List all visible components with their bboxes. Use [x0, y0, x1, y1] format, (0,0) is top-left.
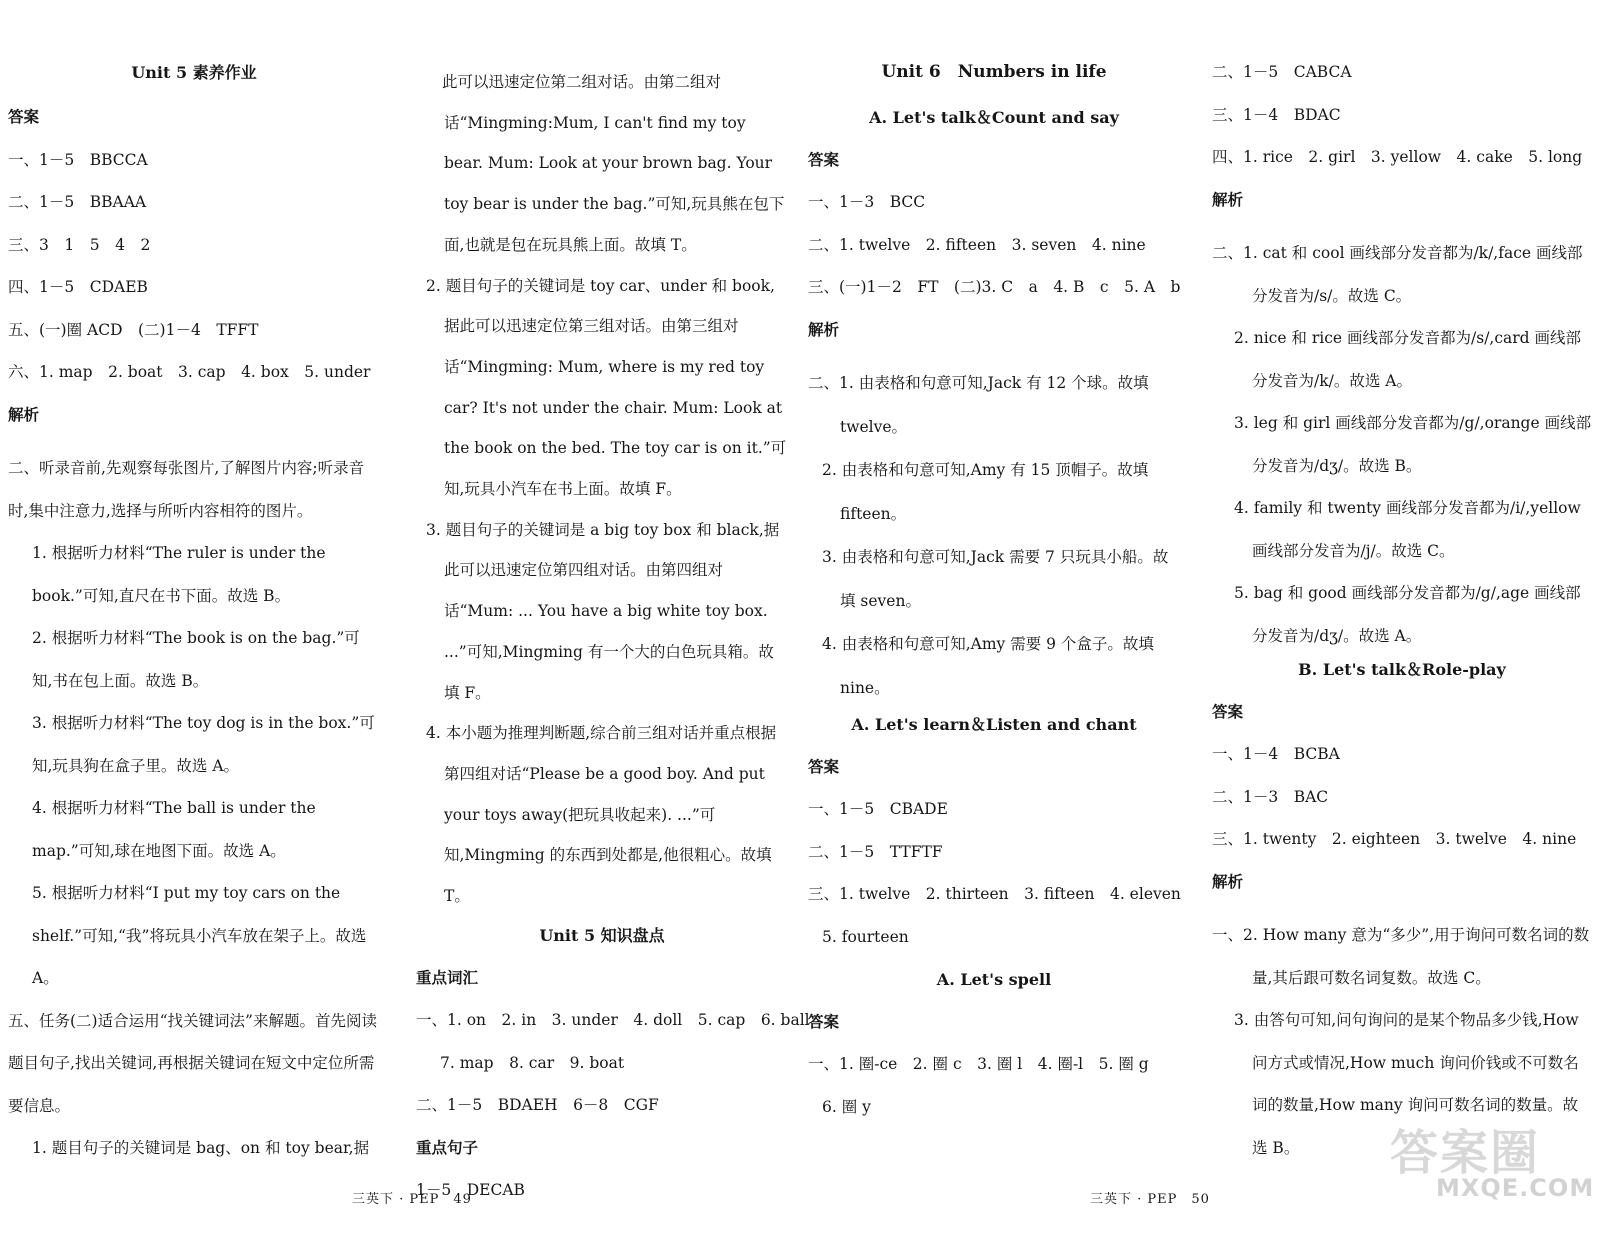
analysis-item: 2. nice 和 rice 画线部分发音都为/s/,card 画线部分发音为/k/。故选 A。: [1234, 329, 1582, 390]
page-footer-right: 三英下 · PEP 50: [1090, 1192, 1210, 1207]
analysis-paragraph: 此可以迅速定位第二组对话。由第二组对话“Mingming:Mum, I can't find my toy bear. Mum: Look at your brown bag. Your toy bear is under the bag.”可知,玩具熊在包下面,也就是包在玩具熊上面。故填 T。: [442, 73, 785, 254]
analysis-item: 3. 由表格和句意可知,Jack 需要 7 只玩具小船。故填 seven。: [822, 548, 1169, 610]
unit5-homework-title: Unit 5 素养作业: [131, 63, 257, 82]
section-title: A. Let's talk＆Count and say: [869, 108, 1119, 127]
analysis-item: 二、1. cat 和 cool 画线部分发音都为/k/,face 画线部分发音为/s/。故选 C。: [1212, 244, 1583, 305]
vocab-label: 重点词汇: [416, 968, 479, 987]
answer-line: 三、1－4 BDAC: [1212, 105, 1341, 124]
answer-line: 二、1. twelve 2. fifteen 3. seven 4. nine: [808, 235, 1146, 254]
answer-line: 一、1－5 BBCCA: [8, 150, 148, 169]
sentence-label: 重点句子: [416, 1138, 479, 1157]
column-2: [416, 62, 810, 1223]
unit6-title: Unit 6 Numbers in life: [881, 62, 1107, 82]
analysis-item: 4. family 和 twenty 画线部分发音都为/i/,yellow 画线部分发音为/j/。故选 C。: [1234, 499, 1581, 560]
analysis-item: 二、1. 由表格和句意可知,Jack 有 12 个球。故填 twelve。: [808, 374, 1149, 436]
analysis-item: 2. 由表格和句意可知,Amy 有 15 顶帽子。故填 fifteen。: [822, 461, 1149, 523]
answer-label: 答案: [808, 1012, 840, 1031]
watermark-text: 答案圈: [1390, 1125, 1541, 1181]
analysis-paragraph: 二、听录音前,先观察每张图片,了解图片内容;听录音时,集中注意力,选择与所听内容相符的图片。: [8, 459, 365, 520]
analysis-label: 解析: [1212, 190, 1244, 209]
analysis-item: 3. leg 和 girl 画线部分发音都为/g/,orange 画线部分发音为/dʒ/。故选 B。: [1234, 414, 1592, 475]
unit5-knowledge-title: Unit 5 知识盘点: [539, 925, 665, 945]
section-title: A. Let's spell: [936, 970, 1052, 989]
answer-line: 五、(一)圈 ACD (二)1－4 TFFT: [8, 320, 259, 339]
analysis-item: 一、2. How many 意为“多少”,用于询问可数名词的数量,其后跟可数名词复数。故选 C。: [1212, 926, 1590, 987]
answer-line: 三、(一)1－2 FT (二)3. C a 4. B c 5. A b: [808, 278, 1181, 296]
answer-label: 答案: [1212, 702, 1244, 721]
answer-line: 三、3 1 5 4 2: [8, 235, 151, 254]
analysis-item: 4. 由表格和句意可知,Amy 需要 9 个盒子。故填 nine。: [822, 635, 1154, 697]
analysis-item: 4. 本小题为推理判断题,综合前三组对话并重点根据第四组对话“Please be a good boy. And put your toys away(把玩具收起来). ...”可知,Mingming 的东西到处都是,他很粗心。故填 T。: [426, 724, 777, 906]
answer-line: 四、1－5 CDAEB: [8, 278, 148, 296]
answer-line: 一、1－3 BCC: [808, 193, 926, 211]
analysis-item: 1. 题目句子的关键词是 bag、on 和 toy bear,据: [32, 1139, 370, 1157]
answer-label: 答案: [8, 108, 40, 126]
answer-line: 一、1－4 BCBA: [1212, 745, 1340, 763]
analysis-label: 解析: [1212, 872, 1244, 891]
analysis-item: 1. 根据听力材料“The ruler is under the book.”可知,直尺在书下面。故选 B。: [32, 544, 326, 605]
answer-line: 一、1－5 CBADE: [808, 800, 948, 818]
answer-line: 一、1. 圈-ce 2. 圈 c 3. 圈 l 4. 圈-l 5. 圈 g: [808, 1055, 1149, 1073]
answer-line: 四、1. rice 2. girl 3. yellow 4. cake 5. long: [1212, 148, 1583, 166]
analysis-label: 解析: [808, 320, 840, 339]
vocab-line: 二、1－5 BDAEH 6－8 CGF: [416, 1096, 659, 1115]
column-1: [8, 62, 380, 1170]
section-title: B. Let's talk＆Role-play: [1298, 660, 1506, 679]
analysis-item: 2. 根据听力材料“The book is on the bag.”可知,书在包上面。故选 B。: [32, 629, 360, 690]
answer-line: 二、1－5 BBAAA: [8, 193, 147, 211]
analysis-item: 3. 由答句可知,问句询问的是某个物品多少钱,How 问方式或情况,How much 询问价钱或不可数名词的数量,How many 询问可数名词的数量。故选 B。: [1234, 1011, 1579, 1157]
column-3: [808, 62, 1180, 1139]
analysis-item: 5. bag 和 good 画线部分发音都为/g/,age 画线部分发音为/dʒ/。故选 A。: [1234, 584, 1581, 645]
answer-line: 三、1. twenty 2. eighteen 3. twelve 4. nine: [1212, 830, 1577, 848]
answer-line: 六、1. map 2. boat 3. cap 4. box 5. under: [8, 363, 371, 381]
watermark-logo: [1390, 1108, 1595, 1218]
answer-label: 答案: [808, 757, 840, 776]
analysis-label: 解析: [8, 405, 40, 424]
watermark-url: MXQE.COM: [1436, 1174, 1595, 1202]
analysis-paragraph: 五、任务(二)适合运用“找关键词法”来解题。首先阅读题目句子,找出关键词,再根据关键词在短文中定位所需要信息。: [8, 1011, 377, 1115]
answer-line: 二、1－3 BAC: [1212, 787, 1329, 806]
answer-line: 三、1. twelve 2. thirteen 3. fifteen 4. eleven: [808, 885, 1181, 903]
vocab-line: 一、1. on 2. in 3. under 4. doll 5. cap 6. ball: [416, 1011, 810, 1030]
analysis-item: 5. 根据听力材料“I put my toy cars on the shelf.”可知,“我”将玩具小汽车放在架子上。故选 A。: [32, 884, 367, 987]
vocab-line: 7. map 8. car 9. boat: [440, 1053, 625, 1072]
answer-line: 二、1－5 CABCA: [1212, 63, 1352, 81]
answer-line: 二、1－5 TTFTF: [808, 842, 943, 861]
answer-label: 答案: [808, 150, 840, 169]
analysis-item: 2. 题目句子的关键词是 toy car、under 和 book,据此可以迅速定位第三组对话。由第三组对话“Mingming: Mum, where is my red toy car? It's not under the chair. Mum: Look at the book on the bed. The toy car is on it.”可知,玩具小汽车在书上面。故填 F。: [426, 276, 787, 499]
analysis-item: 3. 根据听力材料“The toy dog is in the box.”可知,玩具狗在盒子里。故选 A。: [32, 714, 375, 775]
analysis-item: 4. 根据听力材料“The ball is under the map.”可知,球在地图下面。故选 A。: [32, 799, 316, 860]
page-footer-left: 三英下 · PEP 49: [352, 1192, 472, 1207]
section-title: A. Let's learn＆Listen and chant: [851, 715, 1137, 734]
answer-line: 6. 圈 y: [822, 1097, 871, 1116]
column-4: [1212, 62, 1592, 1169]
analysis-item: 3. 题目句子的关键词是 a big toy box 和 black,据此可以迅速定位第四组对话。由第四组对话“Mum: ... You have a big white toy box. ...”可知,Mingming 有一个大的白色玩具箱。故填 F。: [426, 520, 780, 702]
sentence-line: 1－5 DECAB: [416, 1181, 525, 1200]
answer-line: 5. fourteen: [822, 927, 909, 946]
